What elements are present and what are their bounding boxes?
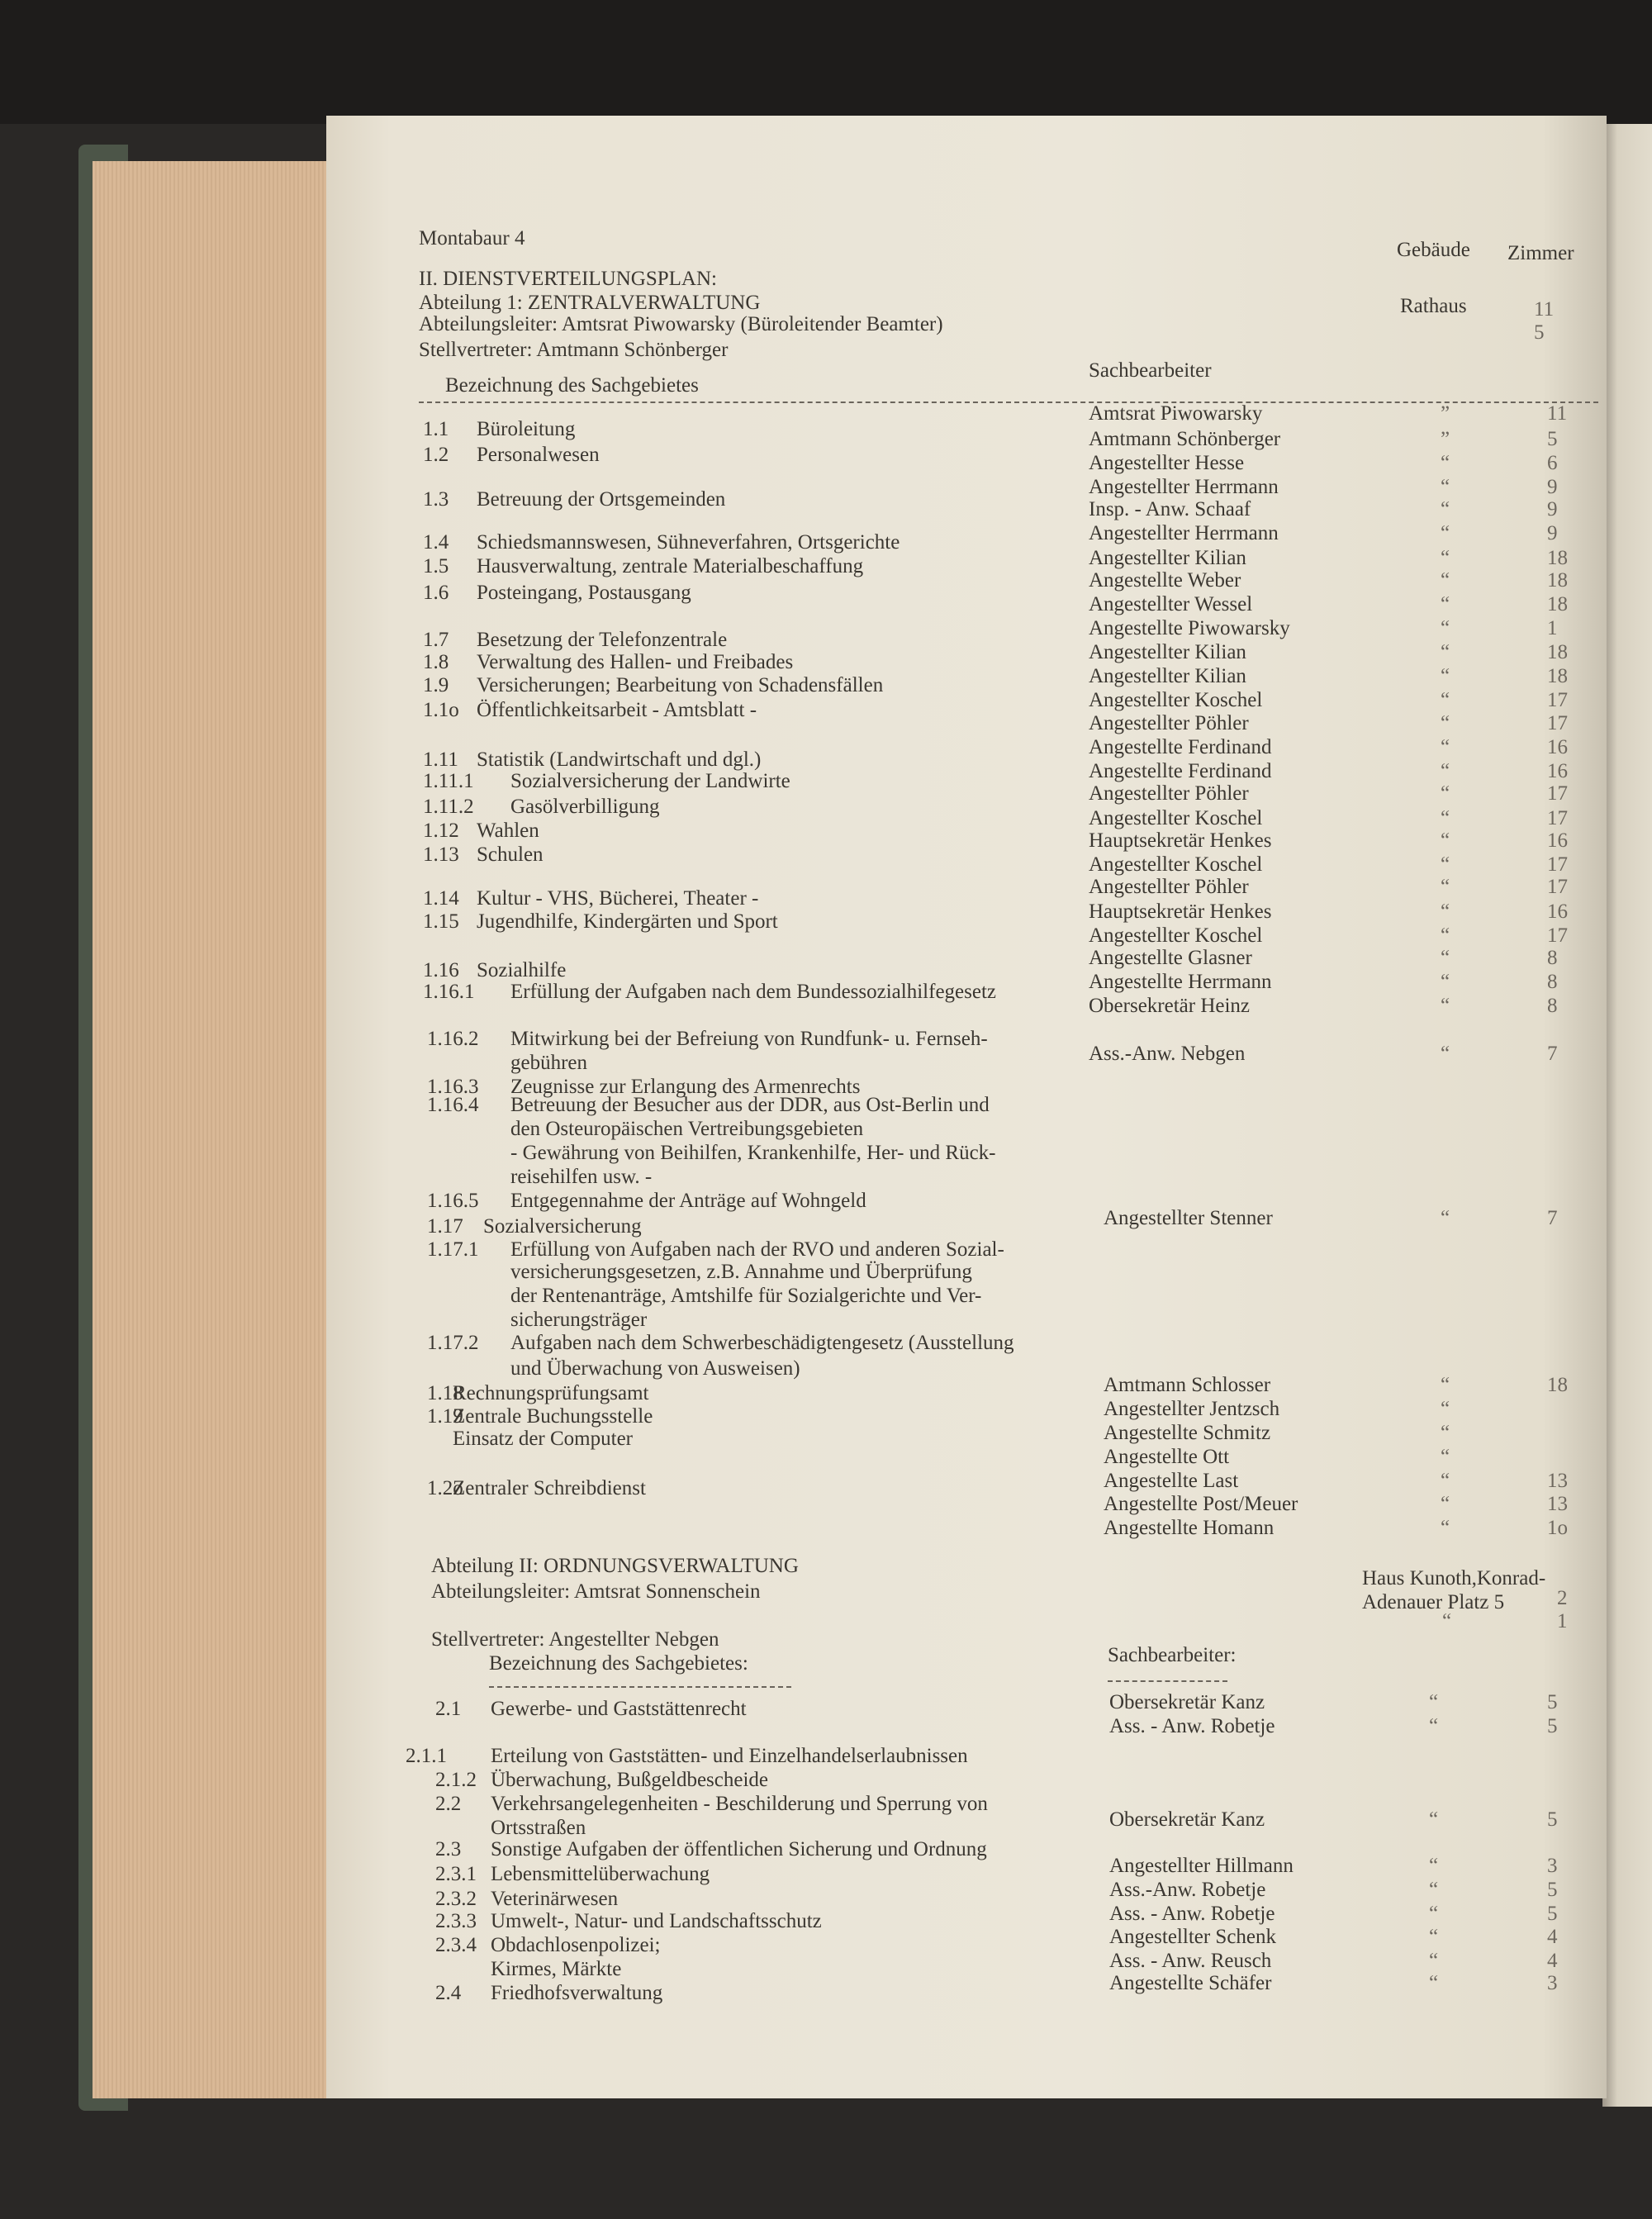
clerk-name: Obersekretär Kanz [1109, 1808, 1265, 1831]
room-number: 16 [1547, 900, 1568, 923]
subject-text: Statistik (Landwirtschaft und dgl.) [477, 748, 762, 771]
subject-text: Schiedsmannswesen, Sühneverfahren, Ortsgerichte [477, 531, 900, 554]
subject-number: 1.1 [423, 418, 449, 440]
room-number: 5 [1547, 1691, 1558, 1713]
clerk-name: Obersekretär Heinz [1089, 995, 1251, 1017]
room-number: 13 [1547, 1470, 1568, 1492]
subject-text: Betreuung der Besucher aus der DDR, aus Ost-Berlin und [510, 1094, 990, 1116]
subject-number: 2.3.1 [435, 1863, 477, 1885]
ditto-mark: “ [1429, 1715, 1439, 1737]
ditto-mark: “ [1441, 947, 1450, 969]
ditto-mark: “ [1441, 829, 1450, 852]
clerk-name: Angestellter Kilian [1089, 665, 1246, 687]
ditto-mark: “ [1441, 641, 1450, 663]
subject-text: den Osteuropäischen Vertreibungsgebieten [510, 1118, 864, 1140]
column-header-clerk-2: Sachbearbeiter: [1108, 1644, 1237, 1666]
subject-number: 2.1 [435, 1698, 462, 1720]
ditto-mark: ” [1441, 428, 1450, 450]
subject-text: Sonstige Aufgaben der öffentlichen Sicherung und Ordnung [491, 1838, 987, 1860]
room-number: 16 [1547, 829, 1568, 852]
page-edges [93, 161, 332, 2098]
ditto-mark: “ [1441, 1446, 1450, 1468]
subject-text: Personalwesen [477, 444, 600, 466]
department-2-head-room: 2 [1557, 1587, 1568, 1609]
ditto-mark: “ [1441, 665, 1450, 687]
room-number: 18 [1547, 665, 1568, 687]
clerk-name: Angestellte Ott [1104, 1446, 1230, 1468]
subject-number: 1.16.4 [427, 1094, 479, 1116]
ditto-mark: “ [1441, 1517, 1450, 1539]
subject-text: versicherungsgesetzen, z.B. Annahme und Überprüfung [510, 1261, 972, 1283]
subject-text: Einsatz der Computer [453, 1428, 633, 1450]
clerk-name: Angestellter Koschel [1089, 807, 1263, 829]
room-number: 5 [1547, 1879, 1558, 1901]
room-number: 7 [1547, 1207, 1558, 1229]
room-number: 4 [1547, 1950, 1558, 1972]
ditto-mark: “ [1441, 522, 1450, 544]
department-1-deputy-room: 5 [1534, 321, 1545, 344]
subject-text: Erfüllung der Aufgaben nach dem Bundessozialhilfegesetz [510, 981, 997, 1003]
clerk-name: Hauptsekretär Henkes [1089, 829, 1272, 852]
subject-number: 2.3.2 [435, 1888, 477, 1910]
room-number: 1 [1547, 617, 1558, 639]
subject-text: Jugendhilfe, Kindergärten und Sport [477, 910, 778, 933]
ditto-mark: “ [1442, 1610, 1452, 1632]
background [0, 0, 1652, 124]
clerk-name: Angestellter Herrmann [1089, 522, 1279, 544]
clerk-name: Ass. - Anw. Reusch [1109, 1950, 1272, 1972]
room-number: 5 [1547, 1808, 1558, 1831]
subject-text: Wahlen [477, 820, 539, 842]
clerk-name: Ass. - Anw. Robetje [1109, 1715, 1275, 1737]
room-number: 9 [1547, 476, 1558, 498]
divider [419, 402, 1598, 403]
ditto-mark: “ [1429, 1691, 1439, 1713]
department-1-head: Abteilungsleiter: Amtsrat Piwowarsky (Büroleitender Beamter) [419, 313, 943, 335]
subject-number: 1.11 [423, 748, 458, 771]
ditto-mark: “ [1429, 1972, 1439, 1994]
room-number: 6 [1547, 452, 1558, 474]
ditto-mark: “ [1441, 760, 1450, 782]
department-1-building: Rathaus [1400, 295, 1467, 317]
subject-text: Büroleitung [477, 418, 576, 440]
room-number: 17 [1547, 712, 1568, 734]
subject-number: 2.1.2 [435, 1769, 477, 1791]
ditto-mark: “ [1441, 782, 1450, 805]
subject-number: 1.15 [423, 910, 459, 933]
subject-text: reisehilfen usw. - [510, 1166, 653, 1188]
room-number: 17 [1547, 924, 1568, 947]
department-1-head-room: 11 [1534, 298, 1555, 321]
subject-text: Obdachlosenpolizei; [491, 1934, 661, 1956]
clerk-name: Ass. - Anw. Robetje [1109, 1903, 1275, 1925]
room-number: 18 [1547, 547, 1568, 569]
subject-number: 1.16.3 [427, 1076, 479, 1098]
column-header-subject-2: Bezeichnung des Sachgebietes: [489, 1652, 748, 1675]
clerk-name: Angestellter Koschel [1089, 853, 1263, 876]
clerk-name: Angestellter Koschel [1089, 689, 1263, 711]
clerk-name: Amtmann Schlosser [1104, 1374, 1271, 1396]
subject-text: Kultur - VHS, Bücherei, Theater - [477, 887, 759, 910]
subject-number: 1.14 [423, 887, 459, 910]
subject-number: 1.7 [423, 629, 449, 651]
subject-number: 2.1.1 [406, 1745, 447, 1767]
subject-text: Sozialhilfe [477, 959, 567, 981]
subject-number: 1.11.2 [423, 796, 474, 818]
column-header-room: Zimmer [1507, 242, 1574, 264]
clerk-name: Insp. - Anw. Schaaf [1089, 498, 1251, 520]
room-number: 8 [1547, 971, 1558, 993]
room-number: 7 [1547, 1043, 1558, 1065]
subject-text: Sozialversicherung [483, 1215, 642, 1238]
ditto-mark: “ [1441, 1043, 1450, 1065]
subject-number: 1.1o [423, 699, 459, 721]
room-number: 11 [1547, 402, 1568, 425]
clerk-name: Angestellter Wessel [1089, 593, 1253, 615]
column-header-clerk: Sachbearbeiter [1089, 359, 1212, 382]
ditto-mark: “ [1441, 712, 1450, 734]
clerk-name: Angestellter Jentzsch [1104, 1398, 1280, 1420]
divider [1108, 1680, 1227, 1682]
clerk-name: Angestellte Ferdinand [1089, 760, 1272, 782]
ditto-mark: “ [1429, 1926, 1439, 1948]
room-number: 1o [1547, 1517, 1568, 1539]
subject-text: Kirmes, Märkte [491, 1958, 622, 1980]
room-number: 18 [1547, 593, 1568, 615]
subject-number: 1.17 [427, 1215, 463, 1238]
subject-number: 1.16.5 [427, 1190, 479, 1212]
ditto-mark: “ [1441, 853, 1450, 876]
subject-text: Öffentlichkeitsarbeit - Amtsblatt - [477, 699, 757, 721]
ditto-mark: “ [1441, 1493, 1450, 1515]
room-number: 17 [1547, 782, 1568, 805]
room-number: 3 [1547, 1972, 1558, 1994]
ditto-mark: “ [1441, 547, 1450, 569]
room-number: 9 [1547, 522, 1558, 544]
subject-text: Mitwirkung bei der Befreiung von Rundfunk- u. Fernseh- [510, 1028, 988, 1050]
room-number: 9 [1547, 498, 1558, 520]
clerk-name: Amtmann Schönberger [1089, 428, 1281, 450]
room-number: 16 [1547, 760, 1568, 782]
clerk-name: Ass.-Anw. Robetje [1109, 1879, 1266, 1901]
subject-number: 1.11.1 [423, 770, 474, 792]
room-number: 4 [1547, 1926, 1558, 1948]
subject-number: 1.16 [423, 959, 459, 981]
subject-text: Verkehrsangelegenheiten - Beschilderung und Sperrung von [491, 1793, 988, 1815]
subject-number: 1.6 [423, 582, 449, 604]
subject-text: Gewerbe- und Gaststättenrecht [491, 1698, 747, 1720]
subject-text: Entgegennahme der Anträge auf Wohngeld [510, 1190, 866, 1212]
clerk-name: Angestellte Schmitz [1104, 1422, 1271, 1444]
ditto-mark: “ [1441, 736, 1450, 758]
subject-text: Lebensmittelüberwachung [491, 1863, 710, 1885]
subject-text: - Gewährung von Beihilfen, Krankenhilfe, Her- und Rück- [510, 1142, 996, 1164]
subject-number: 1.18 [427, 1382, 463, 1404]
clerk-name: Angestellte Piwowarsky [1089, 617, 1290, 639]
clerk-name: Angestellter Schenk [1109, 1926, 1277, 1948]
clerk-name: Angestellte Post/Meuer [1104, 1493, 1298, 1515]
subject-number: 1.2o [427, 1477, 463, 1499]
clerk-name: Ass.-Anw. Nebgen [1089, 1043, 1246, 1065]
ditto-mark: “ [1429, 1950, 1439, 1972]
subject-number: 1.9 [423, 674, 449, 696]
clerk-name: Obersekretär Kanz [1109, 1691, 1265, 1713]
subject-text: Sozialversicherung der Landwirte [510, 770, 790, 792]
subject-text: Veterinärwesen [491, 1888, 619, 1910]
ditto-mark: “ [1441, 452, 1450, 474]
subject-text: Zentrale Buchungsstelle [453, 1405, 653, 1428]
ditto-mark: “ [1441, 1470, 1450, 1492]
room-number: 16 [1547, 736, 1568, 758]
subject-text: Zentraler Schreibdienst [453, 1477, 646, 1499]
ditto-mark: “ [1441, 1207, 1450, 1229]
subject-text: und Überwachung von Ausweisen) [510, 1357, 800, 1380]
subject-text: Erfüllung von Aufgaben nach der RVO und anderen Sozial- [510, 1238, 1004, 1261]
ditto-mark: “ [1429, 1903, 1439, 1925]
clerk-name: Amtsrat Piwowarsky [1089, 402, 1263, 425]
ditto-mark: “ [1441, 1398, 1450, 1420]
room-number: 8 [1547, 995, 1558, 1017]
ditto-mark: “ [1441, 900, 1450, 923]
department-2-title: Abteilung II: ORDNUNGSVERWALTUNG [431, 1555, 799, 1577]
clerk-name: Angestellte Weber [1089, 569, 1241, 592]
ditto-mark: “ [1441, 924, 1450, 947]
clerk-name: Angestellter Kilian [1089, 547, 1246, 569]
room-number: 5 [1547, 1715, 1558, 1737]
subject-text: der Rentenanträge, Amtshilfe für Sozialgerichte und Ver- [510, 1285, 982, 1307]
subject-number: 1.8 [423, 651, 449, 673]
subject-text: sicherungsträger [510, 1309, 648, 1331]
ditto-mark: “ [1441, 617, 1450, 639]
subject-text: Zeugnisse zur Erlangung des Armenrechts [510, 1076, 861, 1098]
department-2-building-line2: Adenauer Platz 5 [1362, 1591, 1505, 1613]
subject-text: Ortsstraßen [491, 1817, 586, 1839]
subject-text: Betreuung der Ortsgemeinden [477, 488, 726, 511]
subject-number: 2.3.3 [435, 1910, 477, 1932]
subject-text: Rechnungsprüfungsamt [453, 1382, 649, 1404]
column-header-building: Gebäude [1397, 239, 1470, 261]
subject-number: 1.19 [427, 1405, 463, 1428]
subject-text: Besetzung der Telefonzentrale [477, 629, 728, 651]
clerk-name: Angestellter Hillmann [1109, 1855, 1294, 1877]
clerk-name: Angestellte Last [1104, 1470, 1239, 1492]
room-number: 3 [1547, 1855, 1558, 1877]
room-number: 17 [1547, 689, 1568, 711]
subject-text: Schulen [477, 843, 544, 866]
next-page-edge [1602, 124, 1652, 2107]
subject-number: 2.4 [435, 1982, 462, 2004]
clerk-name: Angestellte Schäfer [1109, 1972, 1272, 1994]
clerk-name: Angestellter Stenner [1104, 1207, 1273, 1229]
room-number: 5 [1547, 1903, 1558, 1925]
ditto-mark: “ [1441, 971, 1450, 993]
subject-number: 1.2 [423, 444, 449, 466]
clerk-name: Angestellte Ferdinand [1089, 736, 1272, 758]
subject-text: Aufgaben nach dem Schwerbeschädigtengesetz (Ausstellung [510, 1332, 1014, 1354]
subject-text: Gasölverbilligung [510, 796, 660, 818]
room-number: 17 [1547, 807, 1568, 829]
ditto-mark: “ [1429, 1879, 1439, 1901]
subject-text: Versicherungen; Bearbeitung von Schadensfällen [477, 674, 884, 696]
subject-number: 1.12 [423, 820, 459, 842]
department-2-building-line1: Haus Kunoth,Konrad- [1362, 1567, 1546, 1589]
ditto-mark: “ [1441, 569, 1450, 592]
clerk-name: Hauptsekretär Henkes [1089, 900, 1272, 923]
subject-text: Posteingang, Postausgang [477, 582, 691, 604]
subject-text: Umwelt-, Natur- und Landschaftsschutz [491, 1910, 822, 1932]
ditto-mark: “ [1441, 995, 1450, 1017]
department-1-title: Abteilung 1: ZENTRALVERWALTUNG [419, 292, 761, 314]
ditto-mark: “ [1441, 1422, 1450, 1444]
subject-number: 2.2 [435, 1793, 462, 1815]
subject-number: 1.16.1 [423, 981, 475, 1003]
room-number: 17 [1547, 853, 1568, 876]
room-number: 5 [1547, 428, 1558, 450]
department-2-deputy-room: 1 [1557, 1610, 1568, 1632]
clerk-name: Angestellter Herrmann [1089, 476, 1279, 498]
ditto-mark: “ [1429, 1808, 1439, 1831]
ditto-mark: ” [1441, 402, 1450, 425]
clerk-name: Angestellter Pöhler [1089, 876, 1249, 898]
clerk-name: Angestellter Hesse [1089, 452, 1245, 474]
department-1-deputy: Stellvertreter: Amtmann Schönberger [419, 339, 729, 361]
room-number: 18 [1547, 569, 1568, 592]
subject-number: 1.16.2 [427, 1028, 479, 1050]
document-title: II. DIENSTVERTEILUNGSPLAN: [419, 268, 717, 290]
ditto-mark: “ [1441, 807, 1450, 829]
ditto-mark: “ [1441, 498, 1450, 520]
clerk-name: Angestellte Herrmann [1089, 971, 1272, 993]
subject-text: Überwachung, Bußgeldbescheide [491, 1769, 768, 1791]
subject-number: 1.17.1 [427, 1238, 479, 1261]
subject-number: 2.3 [435, 1838, 462, 1860]
room-number: 18 [1547, 641, 1568, 663]
subject-number: 2.3.4 [435, 1934, 477, 1956]
subject-number: 1.5 [423, 555, 449, 577]
department-2-head: Abteilungsleiter: Amtsrat Sonnenschein [431, 1580, 761, 1603]
ditto-mark: “ [1441, 476, 1450, 498]
department-2-deputy: Stellvertreter: Angestellter Nebgen [431, 1628, 719, 1651]
subject-number: 1.3 [423, 488, 449, 511]
subject-number: 1.4 [423, 531, 449, 554]
room-number: 8 [1547, 947, 1558, 969]
ditto-mark: “ [1441, 689, 1450, 711]
subject-text: Hausverwaltung, zentrale Materialbeschaffung [477, 555, 864, 577]
subject-text: Friedhofsverwaltung [491, 1982, 663, 2004]
ditto-mark: “ [1441, 1374, 1450, 1396]
room-number: 17 [1547, 876, 1568, 898]
ditto-mark: “ [1429, 1855, 1439, 1877]
subject-text: gebühren [510, 1052, 588, 1074]
room-number: 18 [1547, 1374, 1568, 1396]
ditto-mark: “ [1441, 876, 1450, 898]
clerk-name: Angestellter Kilian [1089, 641, 1246, 663]
subject-number: 1.13 [423, 843, 459, 866]
clerk-name: Angestellter Koschel [1089, 924, 1263, 947]
column-header-subject: Bezeichnung des Sachgebietes [445, 374, 699, 397]
subject-text: Erteilung von Gaststätten- und Einzelhandelserlaubnissen [491, 1745, 968, 1767]
page-label: Montabaur 4 [419, 227, 525, 249]
clerk-name: Angestellte Homann [1104, 1517, 1275, 1539]
clerk-name: Angestellter Pöhler [1089, 782, 1249, 805]
divider [489, 1686, 791, 1688]
subject-text: Verwaltung des Hallen- und Freibades [477, 651, 794, 673]
clerk-name: Angestellte Glasner [1089, 947, 1252, 969]
clerk-name: Angestellter Pöhler [1089, 712, 1249, 734]
subject-number: 1.17.2 [427, 1332, 479, 1354]
ditto-mark: “ [1441, 593, 1450, 615]
room-number: 13 [1547, 1493, 1568, 1515]
